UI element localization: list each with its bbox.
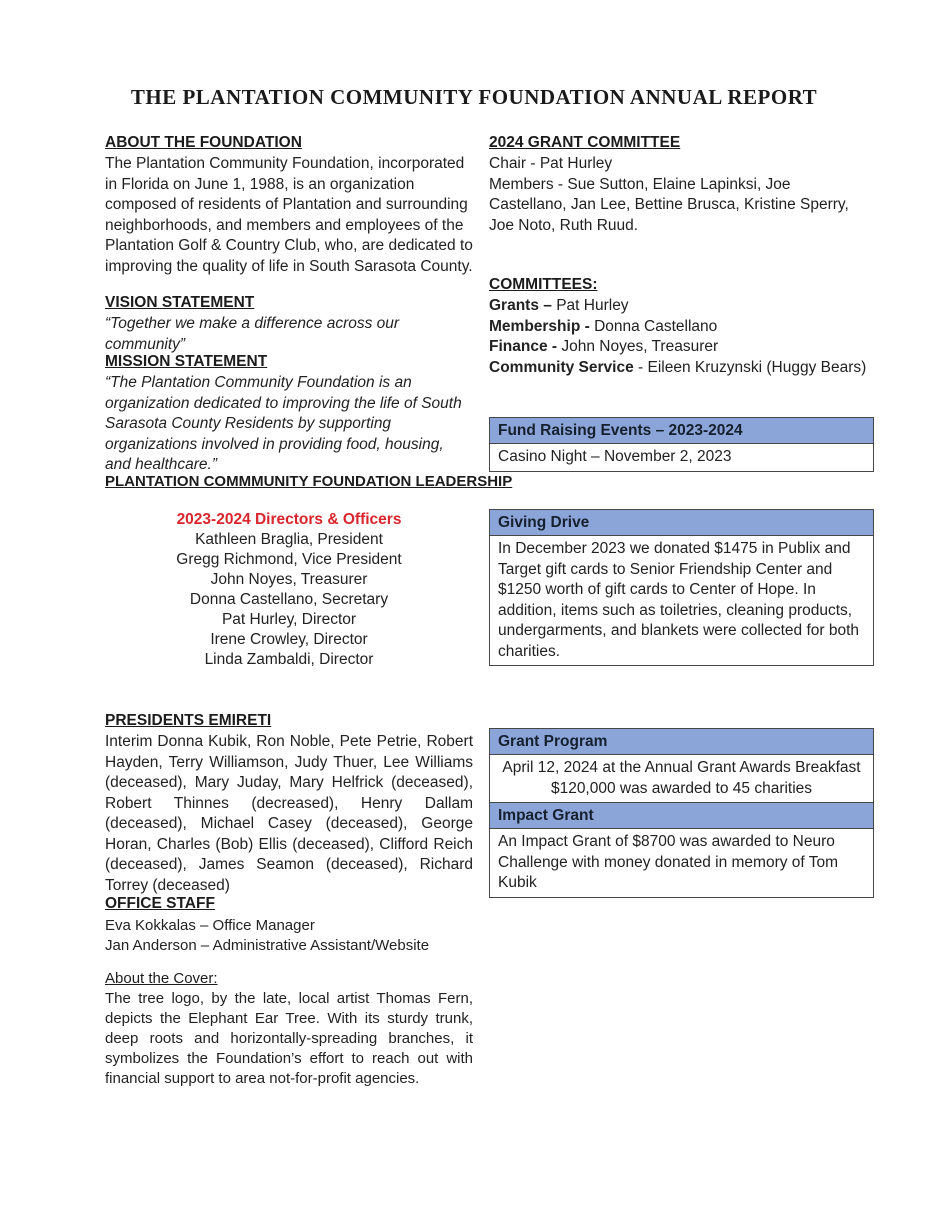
committee-name: Grants – bbox=[489, 297, 552, 314]
section-leadership bbox=[105, 472, 513, 670]
grant-committee-heading: 2024 GRANT COMMITTEE bbox=[489, 134, 681, 151]
about-cover-text: The tree logo, by the late, local artist Thomas Fern, depicts the Elephant Ear Tree. With its sturdy trunk, deep roots and horizontally-spreading branches, it symbolizes the Foundation’s effort to reach out with financial support to area not-for-profit agencies. bbox=[105, 990, 473, 1087]
mission-statement-text: “The Plantation Community Foundation is an organization dedicated to improving the life of South Sarasota County Residents by supporting organizations involved in providing food, housing, and healthcare.” bbox=[105, 374, 462, 473]
committee-line bbox=[489, 337, 872, 358]
committee-members: Pat Hurley bbox=[551, 297, 629, 314]
mission-statement-heading: MISSION STATEMENT bbox=[105, 353, 268, 370]
grant-program-impact-box bbox=[489, 728, 874, 898]
director-entry: Kathleen Braglia, President bbox=[195, 531, 383, 548]
section-mission-statement bbox=[105, 352, 473, 476]
section-about-cover bbox=[105, 969, 473, 1089]
director-entry: Irene Crowley, Director bbox=[210, 631, 368, 648]
committees-heading: COMMITTEES: bbox=[489, 276, 598, 293]
section-about-foundation bbox=[105, 133, 473, 277]
fund-raising-events-header: Fund Raising Events – 2023-2024 bbox=[490, 418, 873, 444]
office-staff-line: Eva Kokkalas – Office Manager bbox=[105, 917, 315, 934]
vision-statement-text: “Together we make a difference across our community” bbox=[105, 315, 400, 353]
grant-program-line1: April 12, 2024 at the Annual Grant Awards Breakfast bbox=[502, 759, 861, 776]
grant-committee-members: Members - Sue Sutton, Elaine Lapinksi, Joe Castellano, Jan Lee, Bettine Brusca, Kristine Sperry, Joe Noto, Ruth Ruud. bbox=[489, 175, 849, 234]
committee-name: Community Service bbox=[489, 358, 634, 376]
director-entry: Donna Castellano, Secretary bbox=[189, 591, 389, 608]
fund-raising-events-box bbox=[489, 417, 874, 472]
committee-name: Finance - bbox=[489, 338, 558, 355]
section-committees bbox=[489, 275, 872, 378]
impact-grant-header: Impact Grant bbox=[490, 802, 873, 829]
committee-members: - Eileen Kruzynski (Huggy Bears) bbox=[633, 358, 867, 376]
page-title: THE PLANTATION COMMUNITY FOUNDATION ANNUAL REPORT bbox=[130, 85, 818, 109]
giving-drive-box bbox=[489, 509, 874, 666]
section-grant-committee bbox=[489, 133, 872, 236]
about-foundation-heading: ABOUT THE FOUNDATION bbox=[105, 134, 302, 151]
section-office-staff bbox=[105, 894, 473, 956]
directors-officers-subheading: 2023-2024 Directors & Officers bbox=[176, 511, 402, 528]
committee-line bbox=[489, 358, 872, 379]
giving-drive-header: Giving Drive bbox=[490, 510, 873, 536]
about-cover-heading: About the Cover: bbox=[105, 970, 218, 987]
director-entry: John Noyes, Treasurer bbox=[210, 571, 368, 588]
director-entry: Linda Zambaldi, Director bbox=[204, 651, 374, 668]
director-entry: Pat Hurley, Director bbox=[221, 611, 357, 628]
grant-program-header: Grant Program bbox=[490, 729, 873, 755]
giving-drive-body: In December 2023 we donated $1475 in Publix and Target gift cards to Senior Friendship Center and $1250 worth of gift cards to Center of Hope. In addition, items such as toiletries, cleaning products, undergarments, and blankets were collected for both charities. bbox=[498, 540, 860, 660]
section-presidents-emireti bbox=[105, 711, 473, 896]
committee-members: John Noyes, Treasurer bbox=[557, 338, 719, 355]
vision-statement-heading: VISION STATEMENT bbox=[105, 294, 255, 311]
presidents-emireti-heading: PRESIDENTS EMIRETI bbox=[105, 712, 272, 729]
committee-members: Donna Castellano bbox=[589, 317, 718, 335]
section-vision-statement bbox=[105, 293, 473, 355]
committee-name: Membership - bbox=[489, 317, 590, 335]
leadership-heading: PLANTATION COMMMUNITY FOUNDATION LEADERSHIP bbox=[105, 473, 513, 490]
directors-officers-list bbox=[105, 530, 473, 670]
office-staff-heading: OFFICE STAFF bbox=[105, 895, 215, 912]
grant-committee-chair: Chair - Pat Hurley bbox=[489, 155, 613, 172]
presidents-emireti-text: Interim Donna Kubik, Ron Noble, Pete Petrie, Robert Hayden, Terry Williamson, Judy Thuer, Lee Williams (deceased), Mary Juday, Mary Helfrick (deceased), Robert Thinnes (decreased), Henry Dallam (deceased), Michael Casey (deceased), George Horan, Charles (Bob) Ellis (deceased), Clifford Reich (deceased), James Seamon (deceased), Richard Torrey (deceased) bbox=[105, 733, 473, 894]
about-foundation-text: The Plantation Community Foundation, incorporated in Florida on June 1, 1988, is an organization composed of residents of Plantation and surrounding neighborhoods, and members and employees of the Plantation Golf & Country Club, who, are dedicated to improving the quality of life in South Sarasota County. bbox=[105, 155, 473, 275]
grant-program-body bbox=[490, 755, 873, 802]
committee-line bbox=[489, 296, 872, 317]
director-entry: Gregg Richmond, Vice President bbox=[176, 551, 402, 568]
fund-raising-events-body: Casino Night – November 2, 2023 bbox=[498, 448, 732, 465]
grant-program-line2: $120,000 was awarded to 45 charities bbox=[550, 779, 813, 797]
committee-line bbox=[489, 317, 872, 338]
office-staff-line: Jan Anderson – Administrative Assistant/Website bbox=[105, 937, 430, 954]
impact-grant-body: An Impact Grant of $8700 was awarded to Neuro Challenge with money donated in memory of Tom Kubik bbox=[498, 833, 839, 891]
